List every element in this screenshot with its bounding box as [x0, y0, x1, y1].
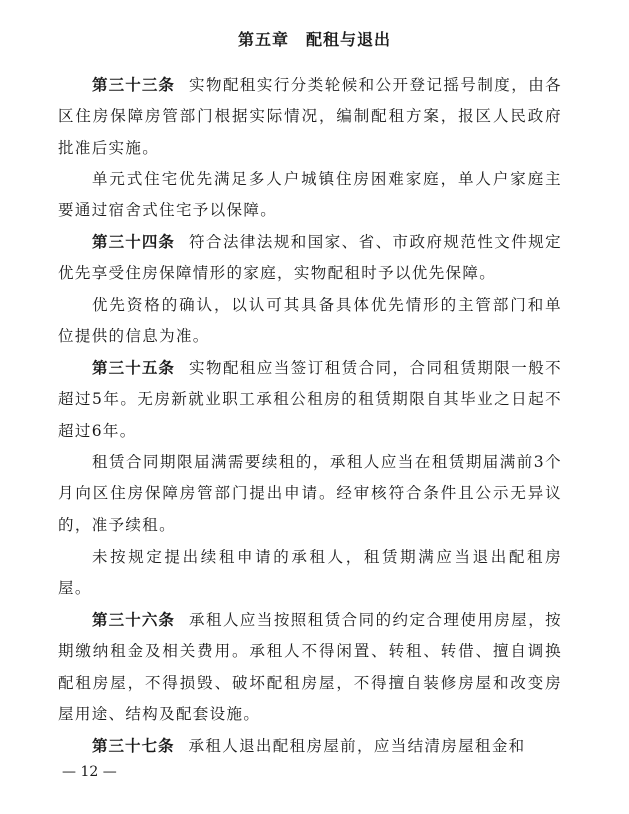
paragraph-art36 [58, 605, 562, 730]
article-number: 第三十五条 [92, 359, 176, 377]
paragraph-text: 单元式住宅优先满足多人户城镇住房困难家庭，单人户家庭主要通过宿舍式住宅予以保障。 [58, 170, 562, 220]
article-text: 承租人退出配租房屋前，应当结清房屋租金和 [188, 737, 526, 755]
article-number: 第三十四条 [92, 233, 176, 251]
paragraph [58, 447, 562, 541]
article-text: 实物配租实行分类轮候和公开登记摇号制度，由各区住房保障房管部门根据实际情况，编制配租方案，报区人民政府批准后实施。 [58, 76, 562, 157]
paragraph-text: 优先资格的确认，以认可其具备具体优先情形的主管部门和单位提供的信息为准。 [58, 296, 562, 346]
paragraph-art33 [58, 70, 562, 164]
paragraph-text: 租赁合同期限届满需要续租的，承租人应当在租赁期届满前3个月向区住房保障房管部门提出申请。经审核符合条件且公示无异议的，准予续租。 [58, 453, 562, 534]
page-number: — 12 — [62, 764, 117, 780]
article-number: 第三十七条 [92, 737, 175, 755]
paragraph-art34 [58, 227, 562, 290]
article-text: 承租人应当按照租赁合同的约定合理使用房屋，按期缴纳租金及相关费用。承租人不得闲置、转租、转借、擅自调换配租房屋，不得损毁、破坏配租房屋，不得擅自装修房屋和改变房屋用途、结构及配套设施。 [58, 611, 562, 723]
article-text: 实物配租应当签订租赁合同，合同租赁期限一般不超过5年。无房新就业职工承租公租房的租赁期限自其毕业之日起不超过6年。 [58, 359, 562, 440]
article-number: 第三十六条 [92, 611, 176, 629]
paragraph-art37 [58, 731, 562, 762]
chapter-title: 第五章 配租与退出 [237, 30, 391, 49]
article-number: 第三十三条 [92, 76, 176, 94]
paragraph [58, 164, 562, 227]
paragraph-text: 未按规定提出续租申请的承租人，租赁期满应当退出配租房屋。 [58, 548, 562, 598]
paragraph-art35 [58, 353, 562, 447]
article-text: 符合法律法规和国家、省、市政府规范性文件规定优先享受住房保障情形的家庭，实物配租时予以优先保障。 [58, 233, 562, 283]
paragraph [58, 542, 562, 605]
paragraph [58, 290, 562, 353]
